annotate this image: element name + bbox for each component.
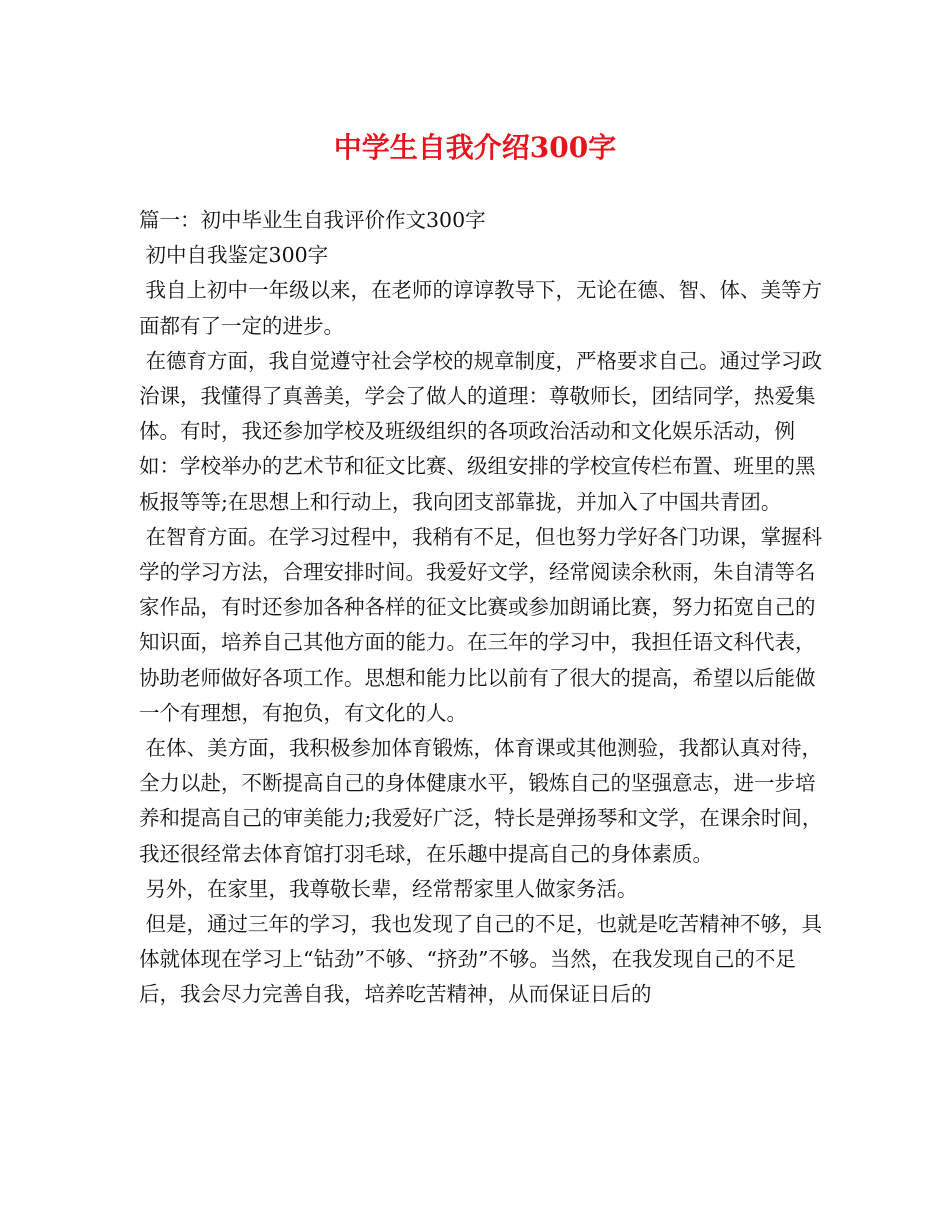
- document-title: 中学生自我介绍300字: [333, 131, 617, 164]
- paragraph-physical-aesthetic: 在体、美方面，我积极参加体育锻炼，体育课或其他测验，我都认真对待，全力以赴，不断提高自己的身体健康水平，锻炼自己的坚强意志，进一步培养和提高自己的审美能力;我爱好广泛，特长是弹扬琴和文学，在课余时间，我还很经常去体育馆打羽毛球，在乐趣中提高自己的身体素质。: [139, 736, 823, 866]
- paragraph-intro: 我自上初中一年级以来，在老师的谆谆教导下，无论在德、智、体、美等方面都有了一定的进步。: [139, 278, 823, 338]
- paragraph-home: 另外，在家里，我尊敬长辈，经常帮家里人做家务活。: [139, 876, 638, 901]
- paragraph-subheading: 初中自我鉴定300字: [139, 243, 329, 268]
- paragraph-intellectual: 在智育方面。在学习过程中，我稍有不足，但也努力学好各门功课，掌握科学的学习方法，合理安排时间。我爱好文学，经常阅读余秋雨，朱自清等名家作品，有时还参加各种各样的征文比赛或参加朗诵比赛，努力拓宽自己的知识面，培养自己其他方面的能力。在三年的学习中，我担任语文科代表，协助老师做好各项工作。思想和能力比以前有了很大的提高，希望以后能做一个有理想，有抱负，有文化的人。: [139, 524, 823, 725]
- document-body: [139, 203, 829, 1013]
- paragraph-heading: 篇一：初中毕业生自我评价作文300字: [139, 208, 486, 232]
- paragraph-moral: 在德育方面，我自觉遵守社会学校的规章制度，严格要求自己。通过学习政治课，我懂得了真善美，学会了做人的道理：尊敬师长，团结同学，热爱集体。有时，我还参加学校及班级组织的各项政治活动和文化娱乐活动，例如：学校举办的艺术节和征文比赛、级组安排的学校宣传栏布置、班里的黑板报等等;在思想上和行动上，我向团支部靠拢，并加入了中国共青团。: [139, 348, 823, 514]
- paragraph-shortcomings: 但是，通过三年的学习，我也发现了自己的不足，也就是吃苦精神不够，具体就体现在学习上“钻劲”不够、“挤劲”不够。当然，在我发现自己的不足后，我会尽力完善自我，培养吃苦精神，从而保证日后的: [139, 912, 823, 1007]
